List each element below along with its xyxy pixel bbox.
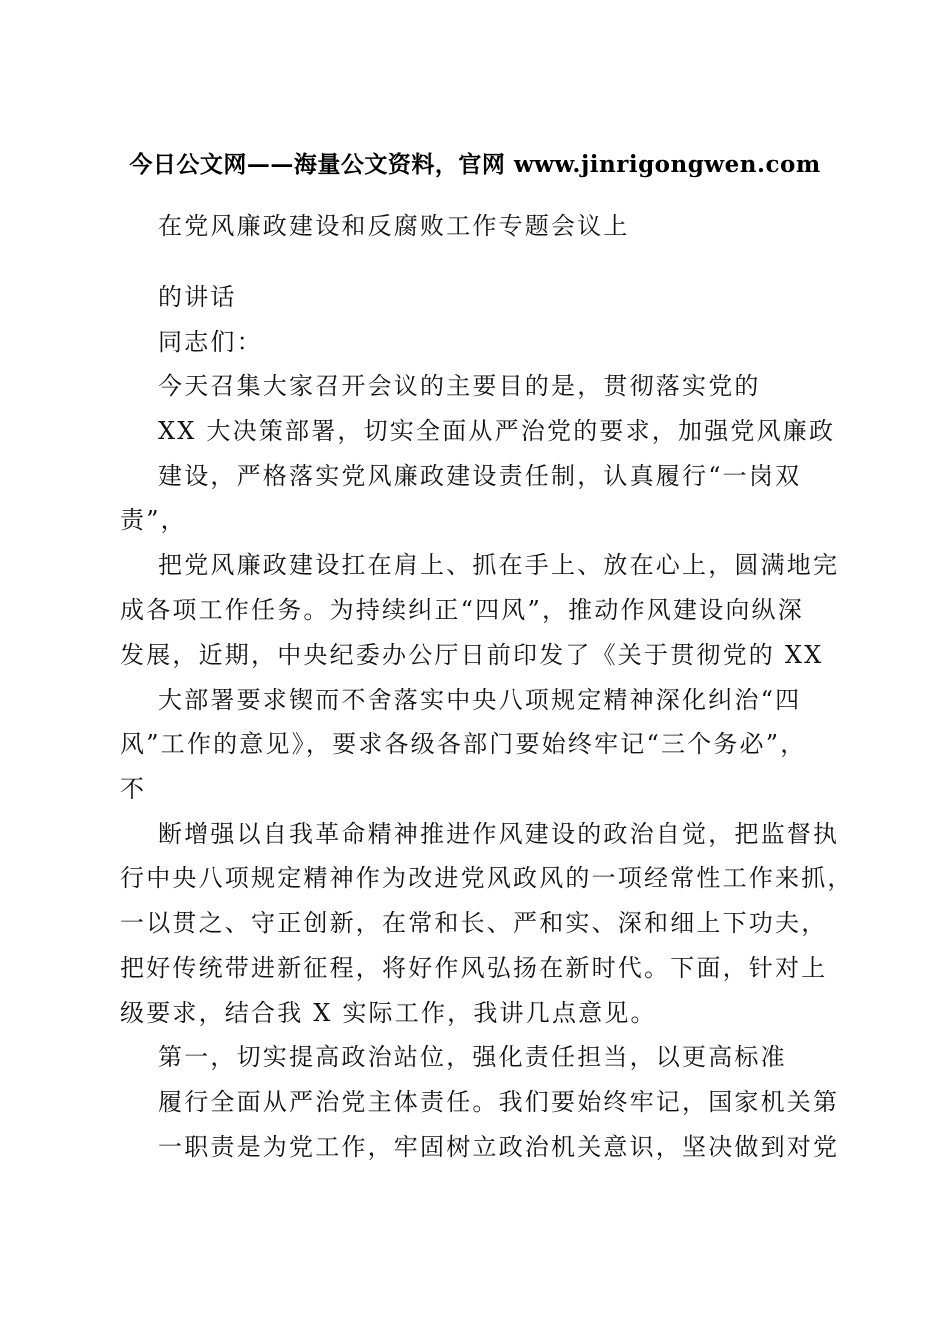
- section-heading-1: 第一，切实提高政治站位，强化责任担当，以更高标准: [158, 1043, 787, 1071]
- speech-title-line-1: 在党风廉政建设和反腐败工作专题会议上: [158, 212, 630, 240]
- body-line: 成各项工作任务。为持续纠正“四风”，推动作风建设向纵深: [120, 596, 804, 624]
- speech-title-line-2: 的讲话: [158, 283, 237, 311]
- body-line: 大部署要求锲而不舍落实中央八项规定精神深化纠治“四: [158, 686, 802, 714]
- body-line: 今天召集大家召开会议的主要目的是，贯彻落实党的: [158, 372, 761, 400]
- body-line: 一职责是为党工作，牢固树立政治机关意识，坚决做到对党: [158, 1133, 840, 1161]
- body-line: 行中央八项规定精神作为改进党风政风的一项经常性工作来抓，: [120, 864, 854, 892]
- body-line: 建设，严格落实党风廉政建设责任制，认真履行“一岗双: [158, 462, 802, 490]
- body-line: 履行全面从严治党主体责任。我们要始终牢记，国家机关第: [158, 1088, 840, 1116]
- salutation: 同志们：: [158, 328, 263, 356]
- body-line: 一以贯之、守正创新，在常和长、严和实、深和细上下功夫，: [120, 909, 828, 937]
- site-header-banner: 今日公文网——海量公文资料，官网 www.jinrigongwen.com: [129, 151, 821, 178]
- body-line: 级要求，结合我 X 实际工作，我讲几点意见。: [120, 999, 657, 1027]
- body-line: XX 大决策部署，切实全面从严治党的要求，加强党风廉政: [158, 417, 836, 445]
- body-line: 发展，近期，中央纪委办公厅日前印发了《关于贯彻党的 XX: [120, 641, 824, 669]
- body-line: 风”工作的意见》，要求各级各部门要始终牢记“三个务必”，: [120, 730, 807, 758]
- body-line: 断增强以自我革命精神推进作风建设的政治自觉，把监督执: [158, 820, 840, 848]
- body-line: 不: [120, 775, 147, 803]
- body-line: 把党风廉政建设扛在肩上、抓在手上、放在心上，圆满地完: [158, 551, 840, 579]
- body-line: 责”，: [120, 506, 187, 534]
- body-line: 把好传统带进新征程，将好作风弘扬在新时代。下面，针对上: [120, 954, 828, 982]
